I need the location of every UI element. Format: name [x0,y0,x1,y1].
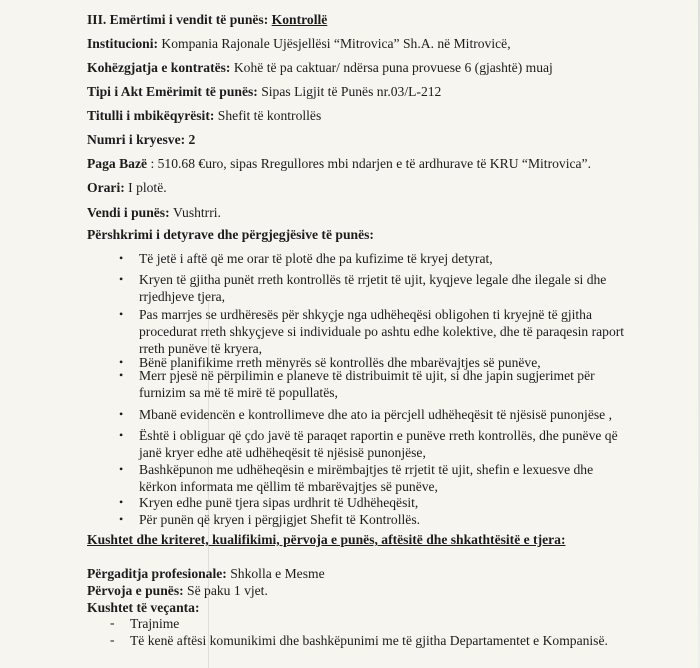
bullet-icon: • [119,428,124,442]
bullet-icon: • [119,495,124,509]
field-paga [87,155,591,172]
field-institucioni [87,35,511,52]
list-item: Mbanë evidencën e kontrollimeve dhe ato ia përcjell udhëheqësit të njësisë punonjëse , [139,407,612,422]
qualification-value: Së paku 1 vjet. [183,583,268,598]
criteria-heading: Kushtet dhe kriteret, kualifikimi, përvoja e punës, aftësitë dhe shkathtësitë e tjera: [87,532,566,547]
field-numri [87,131,195,148]
field-value: Vushtrri. [173,205,221,220]
bullet-icon: • [119,368,124,382]
qualification-value: Shkolla e Mesme [226,566,325,581]
field-label: Paga Bazë [87,156,151,171]
list-item: Kryen të gjitha punët rreth kontrollës të rrjetit të ujit, kyqjeve legale dhe ilegale si dhe [139,272,607,287]
field-value: Shefit të kontrollës [217,108,322,123]
list-item-continuation: rreth punëve të kryera, [139,341,263,356]
duties-heading: Përshkrimi i detyrave dhe përgjegjësive të punës: [87,227,374,242]
field-orari [87,179,167,196]
field-kohezgjatja [87,59,553,76]
field-label: Tipi i Akt Emërimit të punës: [87,84,262,99]
list-item: Të jetë i aftë që me orar të plotë dhe pa kufizime të kryej detyrat, [139,251,493,266]
list-item: Për punën që kryen i përgjigjet Shefit të Kontrollës. [139,512,421,527]
field-value: Sipas Ligjit të Punës nr.03/L-212 [261,84,442,99]
list-item: Është i obliguar që çdo javë të paraqet raportin e punëve rreth kontrollës, dhe punëve që [139,428,618,443]
special-item: Të kenë aftësi komunikimi dhe bashkëpunimi me të gjitha Departamentet e Kompanisë. [130,633,608,648]
field-value: I plotë. [128,180,167,195]
dash-icon: - [110,632,115,647]
field-vendi [87,204,221,221]
list-item-continuation: procedurat rreth shkyçjeve si individuale po ashtu edhe kolektive, dhe të paraqesin raport [139,324,625,339]
special-item: Trajnime [130,616,180,631]
field-label: Vendi i punës: [87,205,174,220]
list-item: Kryen edhe punë tjera sipas urdhrit të Udhëheqësit, [139,495,419,510]
qualification-label: Përvoja e punës: [87,583,184,598]
section-title-prefix: III. Emërtimi i vendit të punës: [87,12,272,27]
list-item: Pas marrjes se urdhëresës për shkyçje nga udhëheqësi obligohen ti kryejnë të gjitha [139,307,592,322]
bullet-icon: • [119,307,124,321]
field-value: Kohë të pa caktuar/ ndërsa puna provuese 6 (gjashtë) muaj [233,60,553,75]
section-title [87,11,327,28]
field-titulli [87,107,321,124]
scan-fold-mark [208,300,209,668]
bullet-icon: • [119,407,124,421]
list-item-continuation: janë kryer edhe atë udhëheqësit të njësisë punonjëse, [139,445,426,460]
field-label: Titulli i mbikëqyrësit: [87,108,218,123]
qualification-label: Përgaditja profesionale: [87,566,227,581]
bullet-icon: • [119,251,124,265]
list-item-continuation: kërkon informata me qëllim të mbarëvajtjes së punëve, [139,479,438,494]
field-label: Institucioni: [87,36,162,51]
section-title-value: Kontrollë [271,12,328,27]
field-value: Kompania Rajonale Ujësjellësi “Mitrovica” Sh.A. në Mitrovicë, [161,36,511,51]
qualification-education [87,565,325,582]
field-label: Numri i kryesve: 2 [87,132,196,147]
bullet-icon: • [119,272,124,286]
special-heading: Kushtet të veçanta: [87,600,200,615]
list-item: Merr pjesë në përpilimin e planeve të distribuimit të ujit, si dhe japin sugjerimet për [139,368,595,383]
list-item: Bënë planifikime rreth mënyrës së kontrollës dhe mbarëvajtjes së punëve, [139,355,541,370]
list-item-continuation: furnizim sa më të mirë të popullatës, [139,385,338,400]
qualification-experience [87,582,268,599]
field-tipi-akt [87,83,441,100]
list-item: Bashkëpunon me udhëheqësin e mirëmbajtjes të rrjetit të ujit, shefin e lexuesve dhe [139,462,594,477]
field-label: Kohëzgjatja e kontratës: [87,60,234,75]
bullet-icon: • [119,512,124,526]
bullet-icon: • [119,462,124,476]
dash-icon: - [110,615,115,630]
bullet-icon: • [119,355,124,369]
field-label: Orari: [87,180,129,195]
list-item-continuation: rrjedhjeve tjera, [139,289,226,304]
field-value: : 510.68 €uro, sipas Rregullores mbi ndarjen e të ardhurave të KRU “Mitrovica”. [150,156,591,171]
